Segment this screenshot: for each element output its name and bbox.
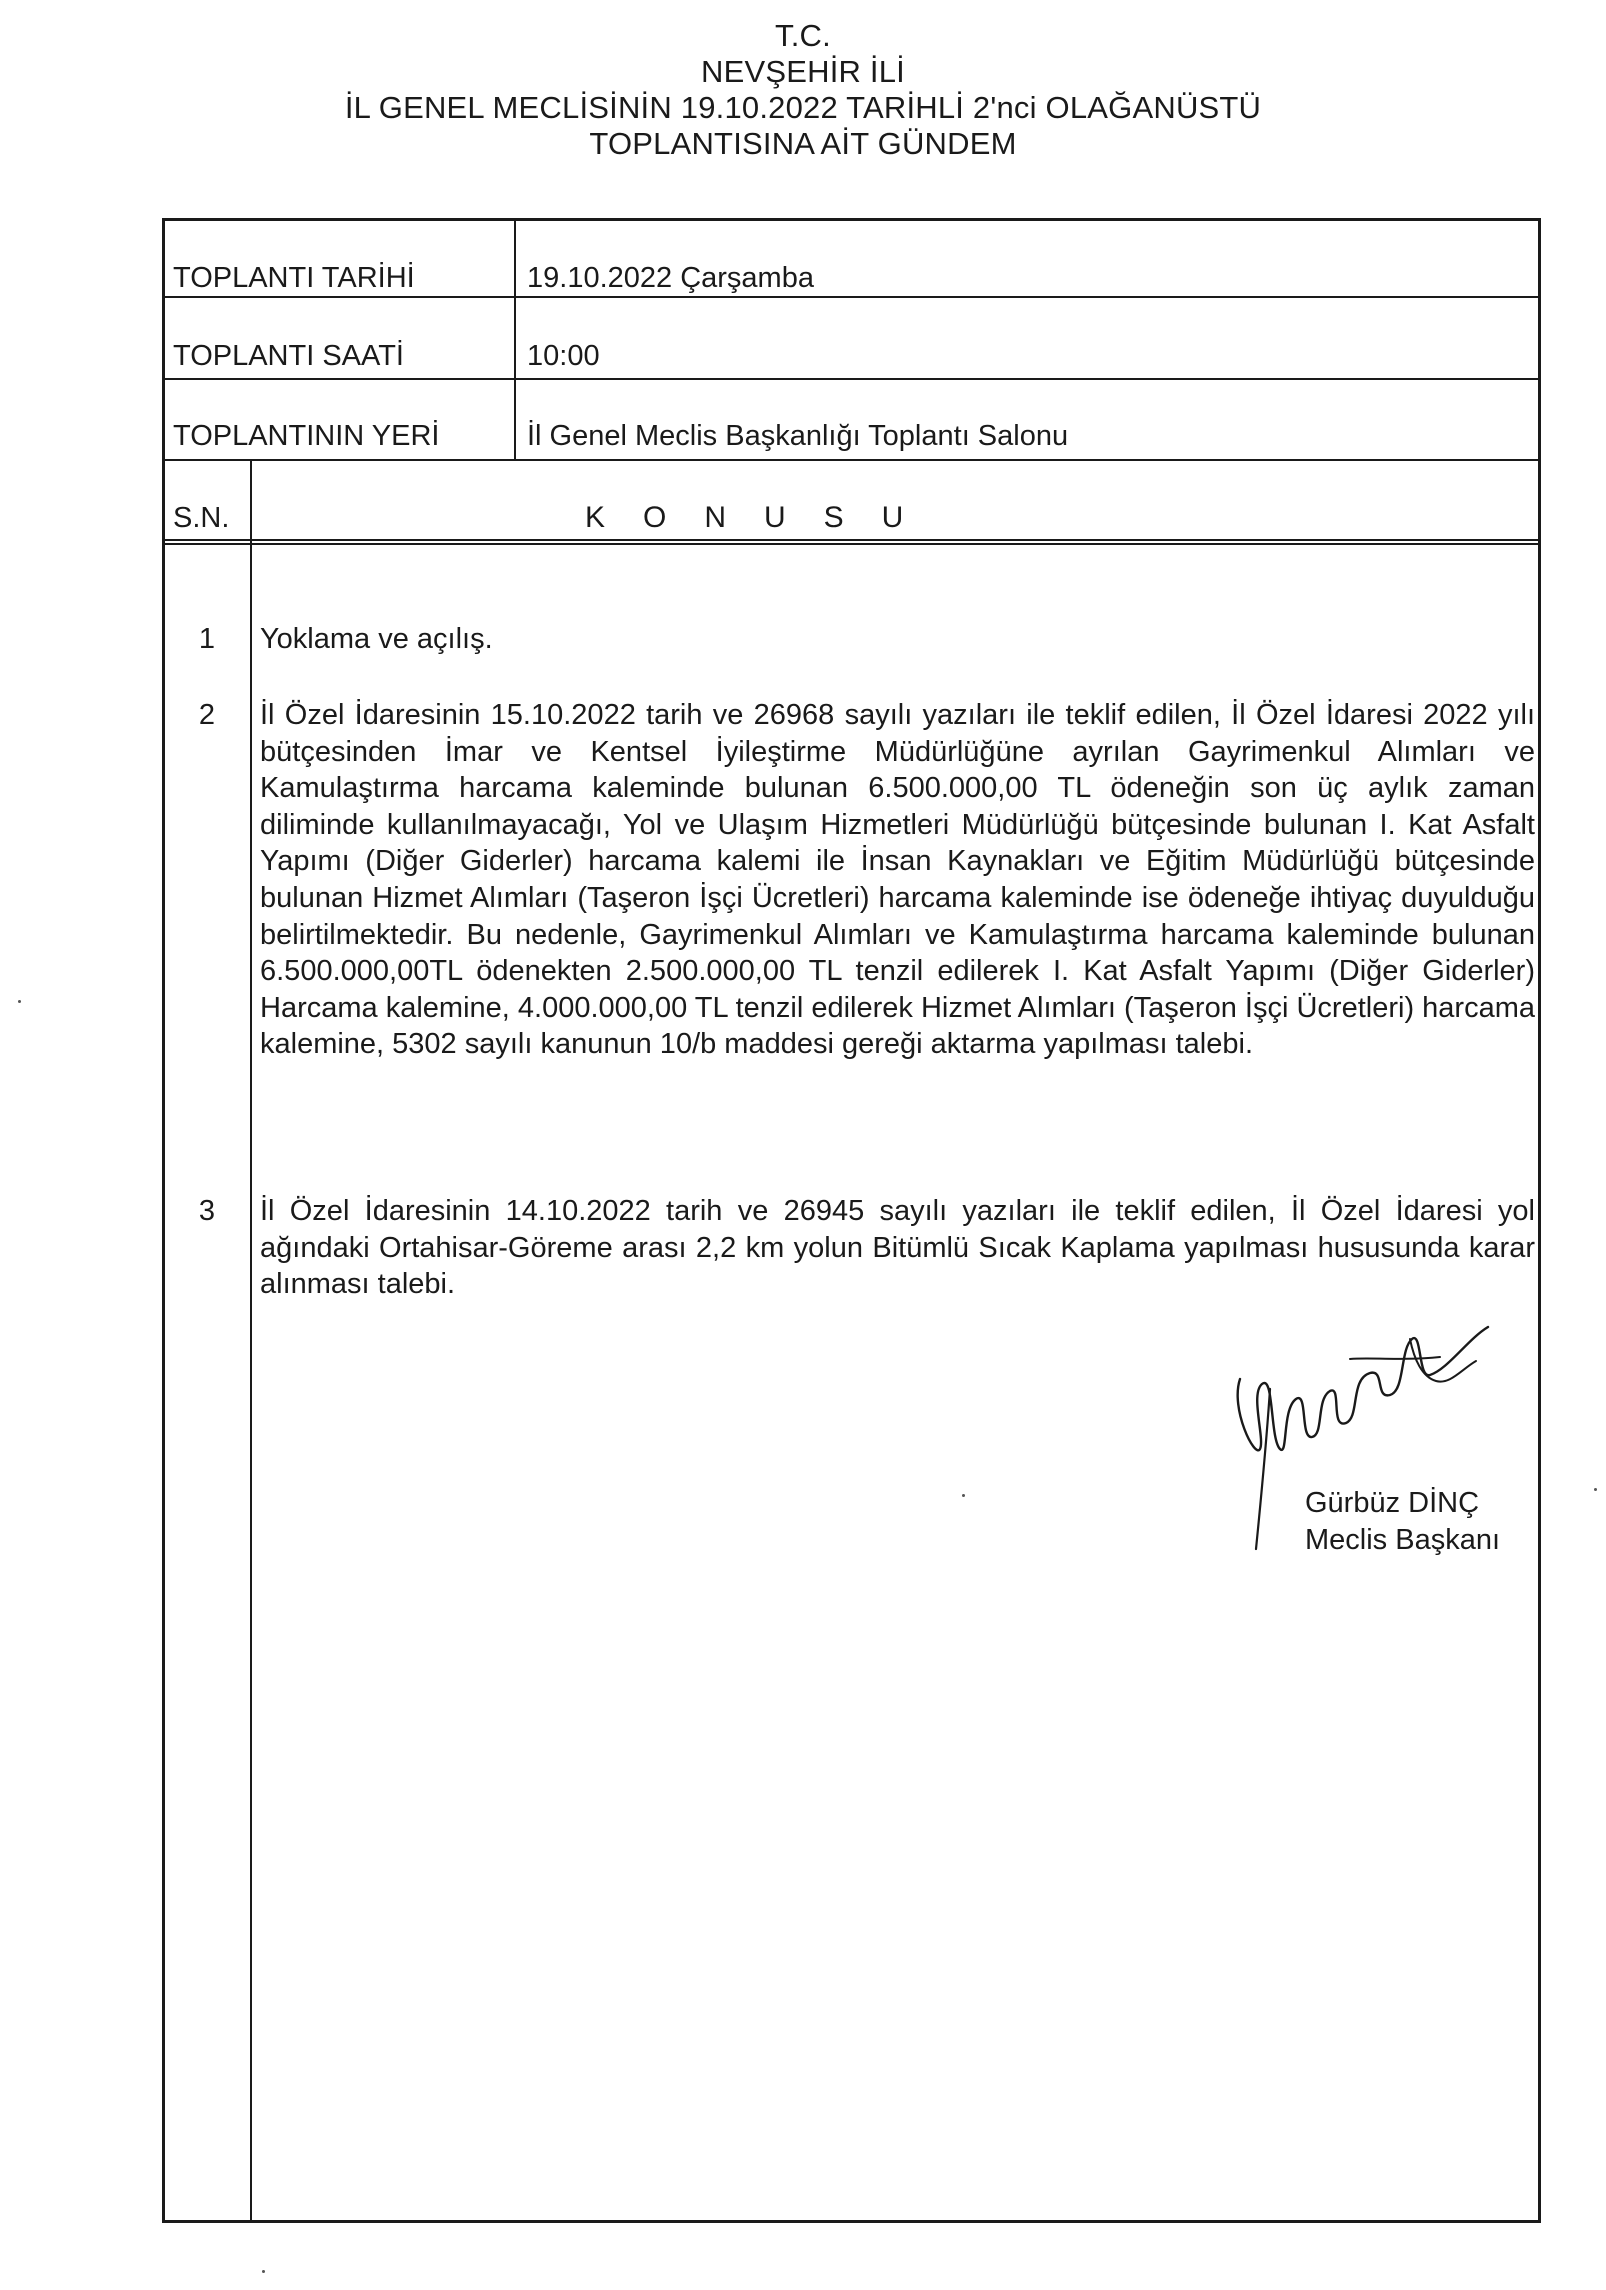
meeting-time-value: 10:00: [527, 340, 600, 372]
signatory-title: Meclis Başkanı: [1305, 1524, 1501, 1556]
meeting-date-value: 19.10.2022 Çarşamba: [527, 262, 814, 294]
header-line-agenda: TOPLANTISINA AİT GÜNDEM: [589, 126, 1017, 161]
header-line-council-meeting: İL GENEL MECLİSİNİN 19.10.2022 TARİHLİ 2'nci OLAĞANÜSTÜ: [344, 90, 1262, 125]
table-row-divider: [165, 539, 1538, 541]
agenda-item-text: İl Özel İdaresinin 14.10.2022 tarih ve 26945 sayılı yazıları ile teklif edilen, İl Özel İdaresi yol ağındaki Ortahisar-Göreme arası 2,2 km yolun Bitümlü Sıcak Kaplama yapılması hususunda karar alınması talebi.: [260, 1195, 1535, 1301]
header-line-tc: T.C.: [775, 18, 831, 53]
table-column-divider: [514, 221, 516, 459]
agenda-table-frame: [162, 218, 1541, 2223]
scan-speck: [18, 1000, 21, 1003]
scan-speck: [1594, 1488, 1597, 1491]
serial-number-header: S.N.: [173, 502, 230, 534]
table-row-divider: [165, 543, 1538, 545]
meeting-place-label: TOPLANTININ YERİ: [173, 420, 440, 452]
subject-header: KONUSU: [585, 501, 942, 534]
document-header: [0, 18, 1606, 162]
agenda-item-number: 3: [198, 1195, 216, 1227]
signatory-name: Gürbüz DİNÇ: [1305, 1487, 1480, 1519]
agenda-item-text: Yoklama ve açılış.: [260, 623, 493, 655]
scan-speck: [962, 1494, 965, 1497]
scan-speck: [262, 2270, 265, 2273]
meeting-time-label: TOPLANTI SAATİ: [173, 340, 404, 372]
handwritten-signature-icon: [1200, 1299, 1500, 1559]
agenda-item-number: 1: [198, 623, 216, 655]
header-line-province: NEVŞEHİR İLİ: [701, 54, 905, 89]
table-row-divider: [165, 296, 1538, 298]
agenda-item-text: İl Özel İdaresinin 15.10.2022 tarih ve 26968 sayılı yazıları ile teklif edilen, İl Özel İdaresi 2022 yılı bütçesinden İmar ve Kentsel İyileştirme Müdürlüğüne ayrılan Gayrimenkul Alımları ve Kamulaştırma harcama kaleminde bulunan 6.500.000,00 TL ödeneğin son üç aylık zaman diliminde kullanılmayacağı, Yol ve Ulaşım Hizmetleri Müdürlüğü bütçesinde bulunan I. Kat Asfalt Yapımı (Diğer Giderler) harcama kalemi ile İnsan Kaynakları ve Eğitim Müdürlüğü bütçesinde bulunan Hizmet Alımları (Taşeron İşçi Ücretleri) harcama kaleminde ise ödeneğe ihtiyaç duyulduğu belirtilmektedir. Bu nedenle, Gayrimenkul Alımları ve Kamulaştırma harcama kaleminde bulunan 6.500.000,00TL ödenekten 2.500.000,00 TL tenzil edilerek I. Kat Asfalt Yapımı (Diğer Giderler) Harcama kalemine, 4.000.000,00 TL tenzil edilerek Hizmet Alımları (Taşeron İşçi Ücretleri) harcama kalemine, 5302 sayılı kanunun 10/b maddesi gereği aktarma yapılması talebi.: [260, 699, 1535, 1061]
meeting-place-value: İl Genel Meclis Başkanlığı Toplantı Salonu: [527, 420, 1069, 452]
table-row-divider: [165, 459, 1538, 461]
table-row-divider: [165, 378, 1538, 380]
table-column-divider: [250, 459, 252, 2221]
agenda-item-number: 2: [198, 699, 216, 731]
meeting-date-label: TOPLANTI TARİHİ: [173, 262, 415, 294]
